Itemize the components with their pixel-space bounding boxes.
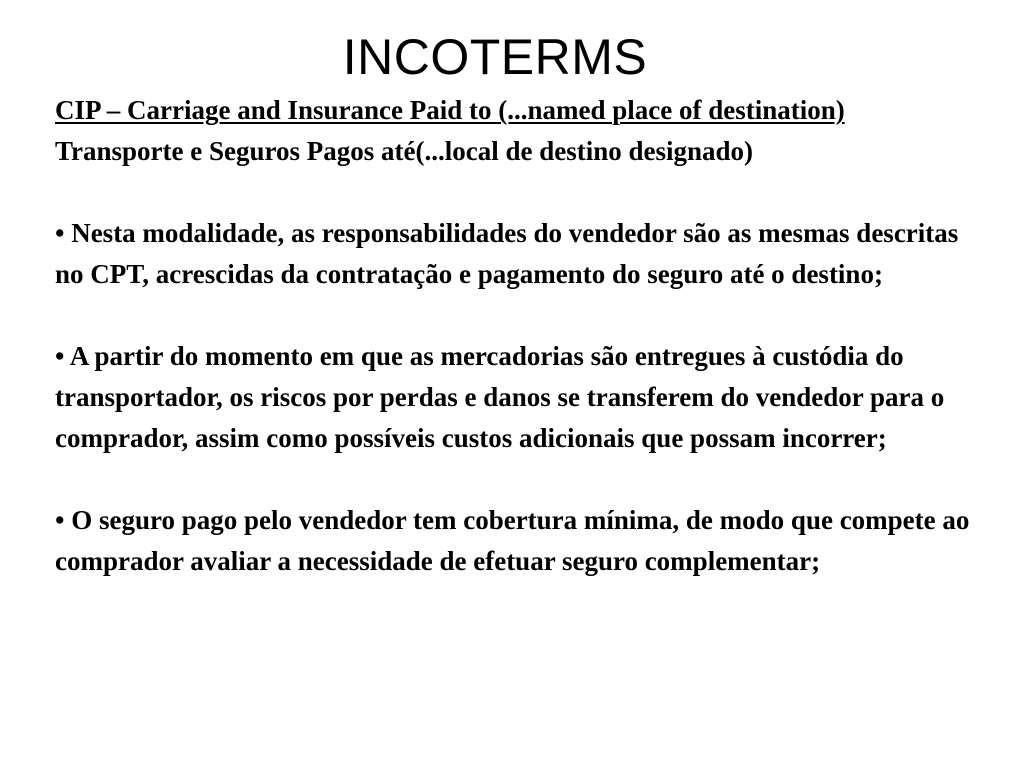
bullet-item: • Nesta modalidade, as responsabilidades do vendedor são as mesmas descritas no CPT, acrescidas da contratação e pagamento do seguro até o destino; xyxy=(55,218,959,289)
slide-content xyxy=(55,90,977,582)
bullet-item: • A partir do momento em que as mercadorias são entregues à custódia do transportador, os riscos por perdas e danos se transferem do vendedor para o comprador, assim como possíveis custos adicionais que possam incorrer; xyxy=(55,341,945,453)
portuguese-subtitle: Transporte e Seguros Pagos até(...local de destino designado) xyxy=(55,136,753,166)
slide-title: INCOTERMS xyxy=(342,29,648,85)
cip-heading: CIP – Carriage and Insurance Paid to (...named place of destination) xyxy=(55,95,845,125)
bullet-item: • O seguro pago pelo vendedor tem cobertura mínima, de modo que compete ao comprador avaliar a necessidade de efetuar seguro complementar; xyxy=(55,505,970,576)
